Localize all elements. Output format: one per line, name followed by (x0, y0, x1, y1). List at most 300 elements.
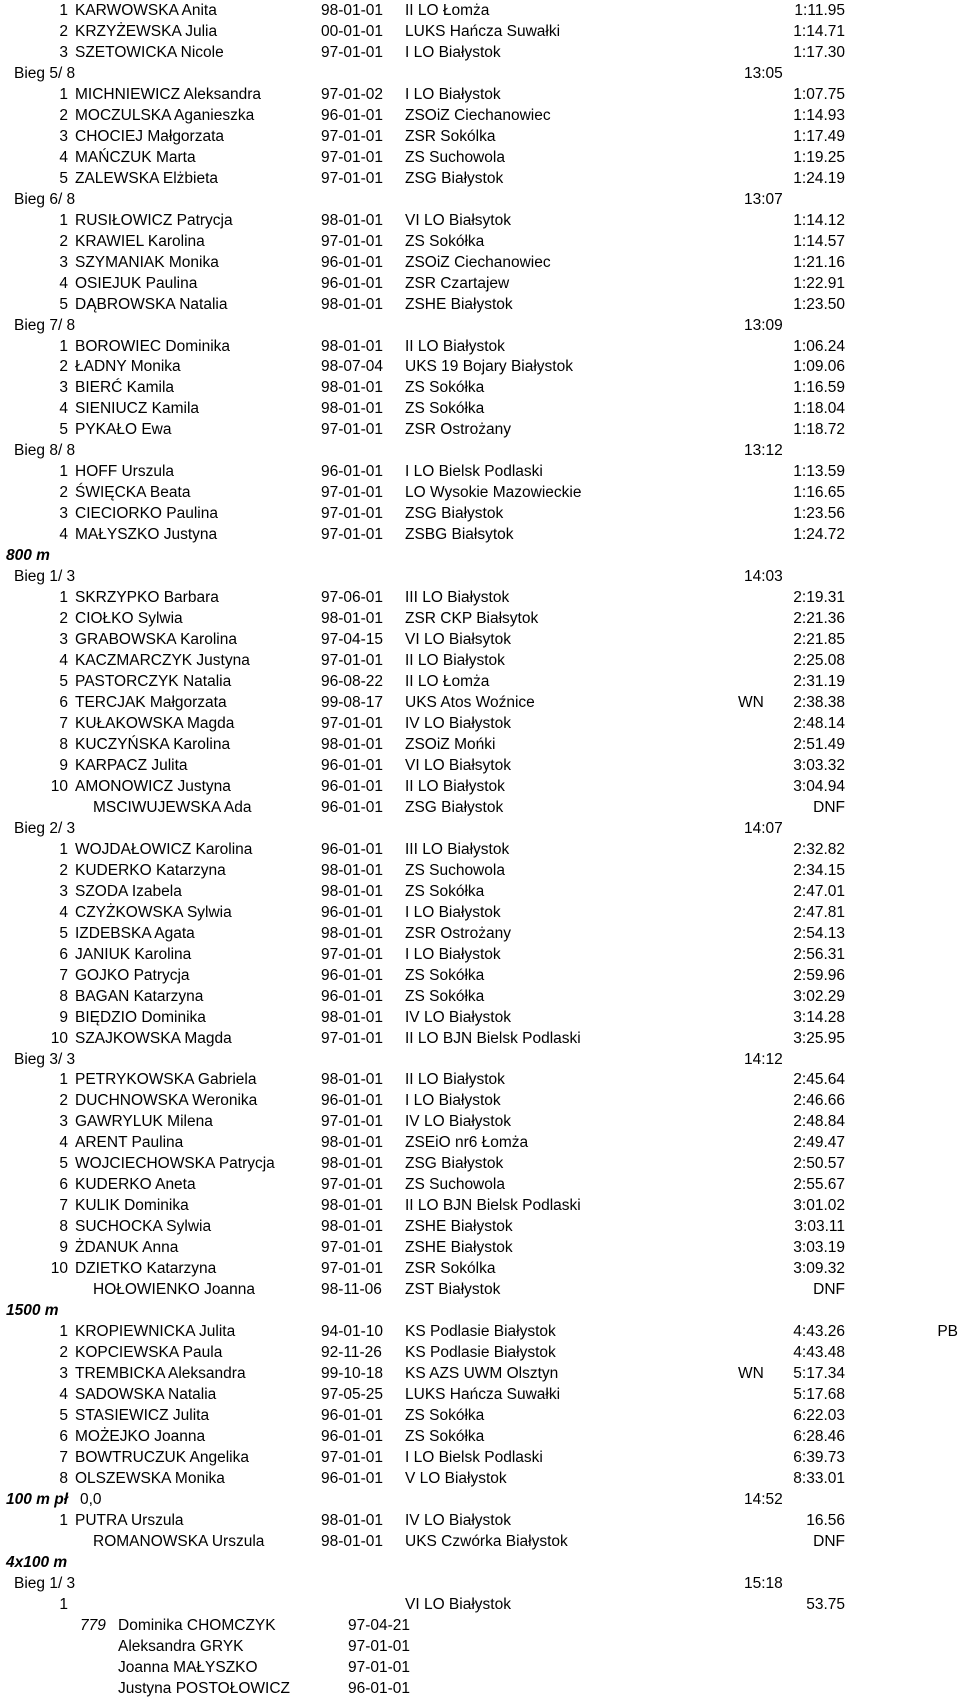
club: UKS Atos Woźnice (405, 694, 535, 711)
club: IV LO Białystok (405, 1113, 511, 1131)
heat-label: Bieg 3/ 3 (14, 1050, 76, 1068)
birth-date: 97-06-01 (321, 589, 384, 607)
place: 9 (59, 1008, 68, 1026)
athlete-name: SZETOWICKA Nicole (75, 43, 224, 61)
place: 4 (59, 400, 68, 418)
athlete-row (0, 22, 960, 42)
place: 6 (59, 945, 68, 963)
athlete-name: ZALEWSKA Elżbieta (75, 169, 219, 187)
athlete-name: ŁADNY Monika (75, 358, 181, 376)
birth-date: 97-01-01 (321, 652, 384, 670)
athlete-name: SUCHOCKA Sylwia (75, 1218, 212, 1236)
club: LO Wysokie Mazowieckie (405, 484, 582, 502)
club: ZSR Czartajew (405, 274, 510, 292)
athlete-name: CIOŁKO Sylwia (75, 610, 183, 628)
athlete-row (0, 106, 960, 126)
athlete-name: PYKAŁO Ewa (75, 421, 172, 439)
birth-date: 97-01-01 (321, 148, 384, 166)
heat-time: 14:07 (744, 819, 783, 837)
club: IV LO Białystok (405, 1008, 511, 1026)
result-time: 2:50.57 (793, 1155, 845, 1173)
athlete-name: ARENT Paulina (75, 1134, 184, 1152)
result-time: 2:49.47 (793, 1134, 845, 1152)
club: ZSG Białystok (405, 169, 504, 187)
birth-date: 96-01-01 (321, 756, 384, 774)
athlete-row (0, 504, 960, 524)
club: II LO Białystok (405, 337, 505, 355)
athlete-row (0, 1070, 960, 1090)
event-header (0, 546, 960, 566)
result-time: 1:14.93 (793, 106, 845, 124)
result-time: 1:09.06 (793, 358, 845, 376)
athlete-name: MAŁYSZKO Justyna (75, 526, 218, 544)
club: ZSHE Białystok (405, 295, 513, 313)
heat-label: Bieg 1/ 3 (14, 1574, 76, 1592)
athlete-row (0, 1238, 960, 1258)
heat-header (0, 190, 960, 210)
place: 3 (59, 43, 68, 61)
place: 7 (59, 1448, 68, 1466)
athlete-name: KUDERKO Aneta (75, 1176, 196, 1194)
place: 2 (59, 358, 68, 376)
heat-header (0, 819, 960, 839)
athlete-row (0, 798, 960, 818)
birth-date: 00-01-01 (321, 22, 384, 40)
athlete-name: BAGAN Katarzyna (75, 987, 204, 1005)
athlete-row (0, 211, 960, 231)
heat-header (0, 64, 960, 84)
birth-date: 96-01-01 (321, 840, 384, 858)
club: I LO Bielsk Podlaski (405, 1448, 543, 1466)
event-title: 100 m pł (6, 1490, 69, 1508)
wind-reading: 0,0 (80, 1490, 102, 1508)
result-time: 1:11.95 (794, 2, 845, 19)
birth-date: 98-01-01 (321, 1511, 384, 1529)
result-time: 3:03.19 (793, 1239, 845, 1257)
birth-date: 96-01-01 (321, 106, 384, 124)
athlete-row (0, 43, 960, 63)
heat-time: 13:07 (744, 190, 783, 208)
result-time: 3:25.95 (793, 1029, 845, 1047)
athlete-row (0, 1154, 960, 1174)
birth-date: 99-08-17 (321, 694, 384, 711)
birth-date: 96-01-01 (321, 966, 384, 984)
place: 5 (59, 1406, 68, 1424)
athlete-name: KUCZYŃSKA Karolina (75, 735, 231, 753)
result-time: 3:01.02 (793, 1197, 845, 1215)
athlete-row (0, 337, 960, 357)
club: ZSOiZ Ciechanowiec (405, 253, 551, 271)
athlete-name: MSCIWUJEWSKA Ada (93, 798, 252, 816)
place: 8 (59, 987, 68, 1005)
athlete-name: OSIEJUK Paulina (75, 274, 198, 292)
club: ZSG Białystok (405, 1155, 504, 1173)
heat-label: Bieg 5/ 8 (14, 64, 76, 82)
result-time: 1:23.56 (793, 505, 845, 523)
club: VI LO Białsytok (405, 211, 511, 229)
birth-date: 97-01-01 (321, 232, 384, 250)
result-time: 1:17.30 (793, 43, 845, 61)
result-time: 6:22.03 (793, 1406, 845, 1424)
athlete-row (0, 1091, 960, 1111)
athlete-row (0, 357, 960, 377)
athlete-row (0, 1448, 960, 1468)
birth-date: 98-01-01 (321, 337, 384, 355)
birth-date: 97-01-01 (321, 505, 384, 523)
club: ZS Sokółka (405, 882, 485, 900)
athlete-row (0, 924, 960, 944)
club: ZS Sokółka (405, 400, 485, 418)
heat-time: 14:03 (744, 568, 783, 586)
birth-date: 96-01-01 (321, 274, 384, 292)
result-time: 6:28.46 (793, 1427, 845, 1445)
birth-date: 96-01-01 (321, 798, 384, 816)
club: ZS Sokółka (405, 379, 485, 397)
club: ZSR Sokólka (405, 127, 496, 145)
club: ZSR Sokólka (405, 1260, 496, 1278)
athlete-row (0, 1511, 960, 1531)
athlete-row (0, 651, 960, 671)
birth-date: 98-01-01 (321, 1071, 384, 1089)
birth-date: 97-01-01 (321, 169, 384, 187)
result-time: 1:21.16 (793, 253, 845, 271)
club: ZSHE Białystok (405, 1239, 513, 1257)
relay-member-row (0, 1616, 960, 1636)
club: II LO BJN Bielsk Podlaski (405, 1197, 581, 1215)
athlete-name: KARWOWSKA Anita (75, 2, 217, 19)
place: 1 (59, 211, 68, 229)
club: LUKS Hańcza Suwałki (405, 22, 561, 40)
athlete-row (0, 1217, 960, 1237)
event-time: 14:52 (744, 1490, 783, 1508)
club: II LO Łomża (405, 673, 490, 691)
club: II LO Białystok (405, 777, 505, 795)
birth-date: 98-01-01 (321, 379, 384, 397)
athlete-name: BIĘDZIO Dominika (75, 1008, 206, 1026)
athlete-row (0, 840, 960, 860)
athlete-row (0, 735, 960, 755)
athlete-name: BOWTRUCZUK Angelika (75, 1448, 249, 1466)
club: ZSR CKP Białsytok (405, 610, 539, 628)
athlete-name: HOFF Urszula (75, 463, 175, 481)
place: 3 (59, 882, 68, 900)
birth-date: 97-01-01 (321, 421, 384, 439)
result-time: 6:39.73 (793, 1448, 845, 1466)
birth-date: 98-01-01 (321, 1155, 384, 1173)
athlete-row (0, 1427, 960, 1447)
club: UKS Czwórka Białystok (405, 1532, 568, 1550)
result-time: 2:54.13 (793, 924, 845, 942)
place: 10 (50, 777, 68, 795)
athlete-row (0, 882, 960, 902)
place: 1 (59, 1595, 68, 1613)
event-title: 1500 m (6, 1302, 59, 1320)
place: 5 (59, 673, 68, 691)
result-time: 1:22.91 (793, 274, 845, 292)
athlete-row (0, 693, 960, 713)
heat-label: Bieg 6/ 8 (14, 190, 76, 208)
result-time: 1:14.12 (793, 211, 845, 229)
birth-date: 96-01-01 (321, 463, 384, 481)
athlete-row (0, 756, 960, 776)
athlete-name: PASTORCZYK Natalia (75, 673, 232, 691)
club: ZSHE Białystok (405, 1218, 513, 1236)
athlete-row (0, 483, 960, 503)
result-time: 1:19.25 (793, 148, 845, 166)
athlete-row (0, 1259, 960, 1279)
birth-date: 98-01-01 (321, 1134, 384, 1152)
athlete-name: GOJKO Patrycja (75, 966, 190, 984)
place: 4 (59, 148, 68, 166)
relay-member-row (0, 1679, 960, 1699)
club: ZS Suchowola (405, 148, 505, 166)
athlete-row (0, 945, 960, 965)
result-time: 2:56.31 (793, 945, 845, 963)
birth-date: 98-01-01 (321, 1008, 384, 1026)
birth-date: 97-01-01 (321, 714, 384, 732)
birth-date: 96-01-01 (321, 777, 384, 795)
birth-date: 96-01-01 (321, 1469, 384, 1487)
athlete-row (0, 1322, 960, 1342)
athlete-row (0, 295, 960, 315)
athlete-name: MAŃCZUK Marta (75, 148, 196, 166)
place: 5 (59, 421, 68, 439)
member-name: Joanna MAŁYSZKO (118, 1658, 258, 1676)
place: 6 (59, 1427, 68, 1445)
club: III LO Białystok (405, 840, 510, 858)
place: 7 (59, 714, 68, 732)
place: 3 (59, 253, 68, 271)
place: 1 (59, 1511, 68, 1529)
result-time: 2:59.96 (793, 966, 845, 984)
athlete-row (0, 1, 960, 21)
result-time: 1:23.50 (793, 295, 845, 313)
athlete-row (0, 588, 960, 608)
birth-date: 97-05-25 (321, 1386, 384, 1404)
place: 8 (59, 735, 68, 753)
club: ZSBG Białsytok (405, 526, 514, 544)
birth-date: 96-08-22 (321, 673, 384, 691)
athlete-name: GAWRYLUK Milena (75, 1113, 213, 1131)
club: KS Podlasie Białystok (405, 1323, 556, 1341)
heat-header (0, 316, 960, 336)
place: 3 (59, 1113, 68, 1131)
athlete-row (0, 525, 960, 545)
result-time: 1:18.04 (793, 400, 845, 418)
athlete-row (0, 861, 960, 881)
birth-date: 98-01-01 (321, 211, 384, 229)
athlete-row (0, 609, 960, 629)
place: 1 (59, 589, 68, 607)
birth-date: 96-01-01 (321, 253, 384, 271)
result-time: 2:48.14 (793, 714, 845, 732)
result-time: 2:19.31 (793, 589, 845, 607)
result-time: 2:31.19 (793, 673, 845, 691)
club: II LO Łomża (405, 2, 490, 19)
birth-date: 96-01-01 (321, 1406, 384, 1424)
place: 1 (59, 1323, 68, 1341)
member-name: Aleksandra GRYK (118, 1637, 244, 1655)
athlete-name: ŚWIĘCKA Beata (75, 484, 191, 502)
birth-date: 98-01-01 (321, 400, 384, 418)
athlete-row (0, 1112, 960, 1132)
place: 2 (59, 610, 68, 628)
birth-date: 97-01-01 (321, 1029, 384, 1047)
athlete-name: KRZYŻEWSKA Julia (75, 22, 218, 40)
relay-team-row (0, 1595, 960, 1615)
place: 9 (59, 756, 68, 774)
birth-date: 98-01-01 (321, 295, 384, 313)
club: II LO Białystok (405, 652, 505, 670)
athlete-row (0, 399, 960, 419)
member-birth-date: 97-01-01 (348, 1637, 411, 1655)
club: I LO Białystok (405, 945, 501, 963)
result-time: 1:14.57 (793, 232, 845, 250)
place: 2 (59, 232, 68, 250)
athlete-name: OLSZEWSKA Monika (75, 1469, 225, 1487)
result-time: 2:32.82 (793, 840, 845, 858)
athlete-row (0, 672, 960, 692)
athlete-row (0, 777, 960, 797)
athlete-name: ROMANOWSKA Urszula (93, 1532, 265, 1550)
athlete-name: GRABOWSKA Karolina (75, 631, 237, 649)
athlete-name: WOJCIECHOWSKA Patrycja (75, 1155, 275, 1173)
club: I LO Białystok (405, 43, 501, 61)
club: V LO Białystok (405, 1469, 507, 1487)
result-time: 1:13.59 (793, 463, 845, 481)
athlete-name: MOCZULSKA Aganieszka (75, 106, 255, 124)
athlete-row (0, 1343, 960, 1363)
place: 6 (59, 1176, 68, 1194)
place: 4 (59, 526, 68, 544)
member-birth-date: 96-01-01 (348, 1679, 411, 1697)
place: 8 (59, 1469, 68, 1487)
place: 1 (59, 337, 68, 355)
club: II LO Białystok (405, 1071, 505, 1089)
club: KS Podlasie Białystok (405, 1344, 556, 1362)
athlete-name: KARPACZ Julita (75, 756, 188, 774)
heat-label: Bieg 7/ 8 (14, 316, 76, 334)
result-time: 1:24.72 (793, 526, 845, 544)
birth-date: 98-01-01 (321, 882, 384, 900)
birth-date: 98-01-01 (321, 1532, 384, 1550)
athlete-row (0, 1133, 960, 1153)
place: 9 (59, 1239, 68, 1257)
athlete-name: DZIETKO Katarzyna (75, 1260, 217, 1278)
athlete-row (0, 1406, 960, 1426)
athlete-row (0, 253, 960, 273)
place: 3 (59, 505, 68, 523)
birth-date: 92-11-26 (321, 1344, 382, 1362)
athlete-name: KUDERKO Katarzyna (75, 861, 226, 879)
birth-date: 98-01-01 (321, 1218, 384, 1236)
club: II LO BJN Bielsk Podlaski (405, 1029, 581, 1047)
birth-date: 97-01-01 (321, 1260, 384, 1278)
place: 4 (59, 1386, 68, 1404)
result-time: DNF (813, 1532, 845, 1550)
club: ZS Sokółka (405, 232, 485, 250)
athlete-row (0, 127, 960, 147)
club: ZS Sokółka (405, 1406, 485, 1424)
club: ZSR Ostrożany (405, 421, 511, 439)
place: 1 (59, 463, 68, 481)
club: ZST Białystok (405, 1281, 501, 1299)
birth-date: 98-01-01 (321, 924, 384, 942)
athlete-row (0, 1364, 960, 1384)
result-time: 2:51.49 (793, 735, 845, 753)
place: 7 (59, 966, 68, 984)
result-time: 2:45.64 (793, 1071, 845, 1089)
place: 6 (59, 694, 68, 711)
result-time: 8:33.01 (793, 1469, 845, 1487)
result-time: 1:24.19 (793, 169, 845, 187)
athlete-name: MOŻEJKO Joanna (75, 1427, 206, 1445)
result-time: 3:03.11 (794, 1218, 845, 1236)
club: ZSG Białystok (405, 505, 504, 523)
athlete-name: KUŁAKOWSKA Magda (75, 714, 235, 732)
athlete-row (0, 1175, 960, 1195)
athlete-name: PETRYKOWSKA Gabriela (75, 1071, 257, 1089)
athlete-row (0, 966, 960, 986)
club: ZS Suchowola (405, 1176, 505, 1194)
result-time: 2:38.38 (793, 694, 845, 711)
birth-date: 97-01-01 (321, 1239, 384, 1257)
club: ZS Sokółka (405, 966, 485, 984)
athlete-name: SIENIUCZ Kamila (75, 400, 200, 418)
birth-date: 97-01-01 (321, 945, 384, 963)
result-time: 1:16.59 (793, 379, 845, 397)
result-time: 1:06.24 (793, 337, 845, 355)
athlete-name: KRAWIEL Karolina (75, 232, 205, 250)
birth-date: 98-11-06 (321, 1281, 382, 1299)
result-time: 4:43.48 (793, 1344, 845, 1362)
athlete-row (0, 169, 960, 189)
place: 4 (59, 903, 68, 921)
result-time: 2:21.36 (793, 610, 845, 628)
result-time: 16.56 (806, 1511, 845, 1529)
place: 7 (59, 1197, 68, 1215)
result-time: 1:07.75 (793, 85, 845, 103)
result-time: 3:09.32 (793, 1260, 845, 1278)
birth-date: 96-01-01 (321, 987, 384, 1005)
birth-date: 98-01-01 (321, 1197, 384, 1215)
heat-time: 13:12 (744, 442, 783, 460)
result-time: 3:14.28 (793, 1008, 845, 1026)
club: IV LO Białystok (405, 1511, 511, 1529)
result-time: 3:04.94 (793, 777, 845, 795)
athlete-name: SZODA Izabela (75, 882, 182, 900)
place: 5 (59, 1155, 68, 1173)
heat-header (0, 441, 960, 461)
club: ZSR Ostrożany (405, 924, 511, 942)
club: IV LO Białystok (405, 714, 511, 732)
athlete-name: KROPIEWNICKA Julita (75, 1323, 236, 1341)
place: 5 (59, 295, 68, 313)
athlete-name: BIERĆ Kamila (75, 379, 175, 397)
place: 3 (59, 127, 68, 145)
place: 3 (59, 379, 68, 397)
athlete-name: SKRZYPKO Barbara (75, 589, 219, 607)
athlete-name: DĄBROWSKA Natalia (75, 295, 228, 313)
result-time: 1:17.49 (793, 127, 845, 145)
athlete-name: DUCHNOWSKA Weronika (75, 1092, 258, 1110)
member-name: Justyna POSTOŁOWICZ (118, 1679, 290, 1697)
place: 3 (59, 1365, 68, 1383)
place: 8 (59, 1218, 68, 1236)
heat-time: 13:09 (744, 316, 783, 334)
result-time: 5:17.68 (793, 1386, 845, 1404)
birth-date: 96-01-01 (321, 1092, 384, 1110)
